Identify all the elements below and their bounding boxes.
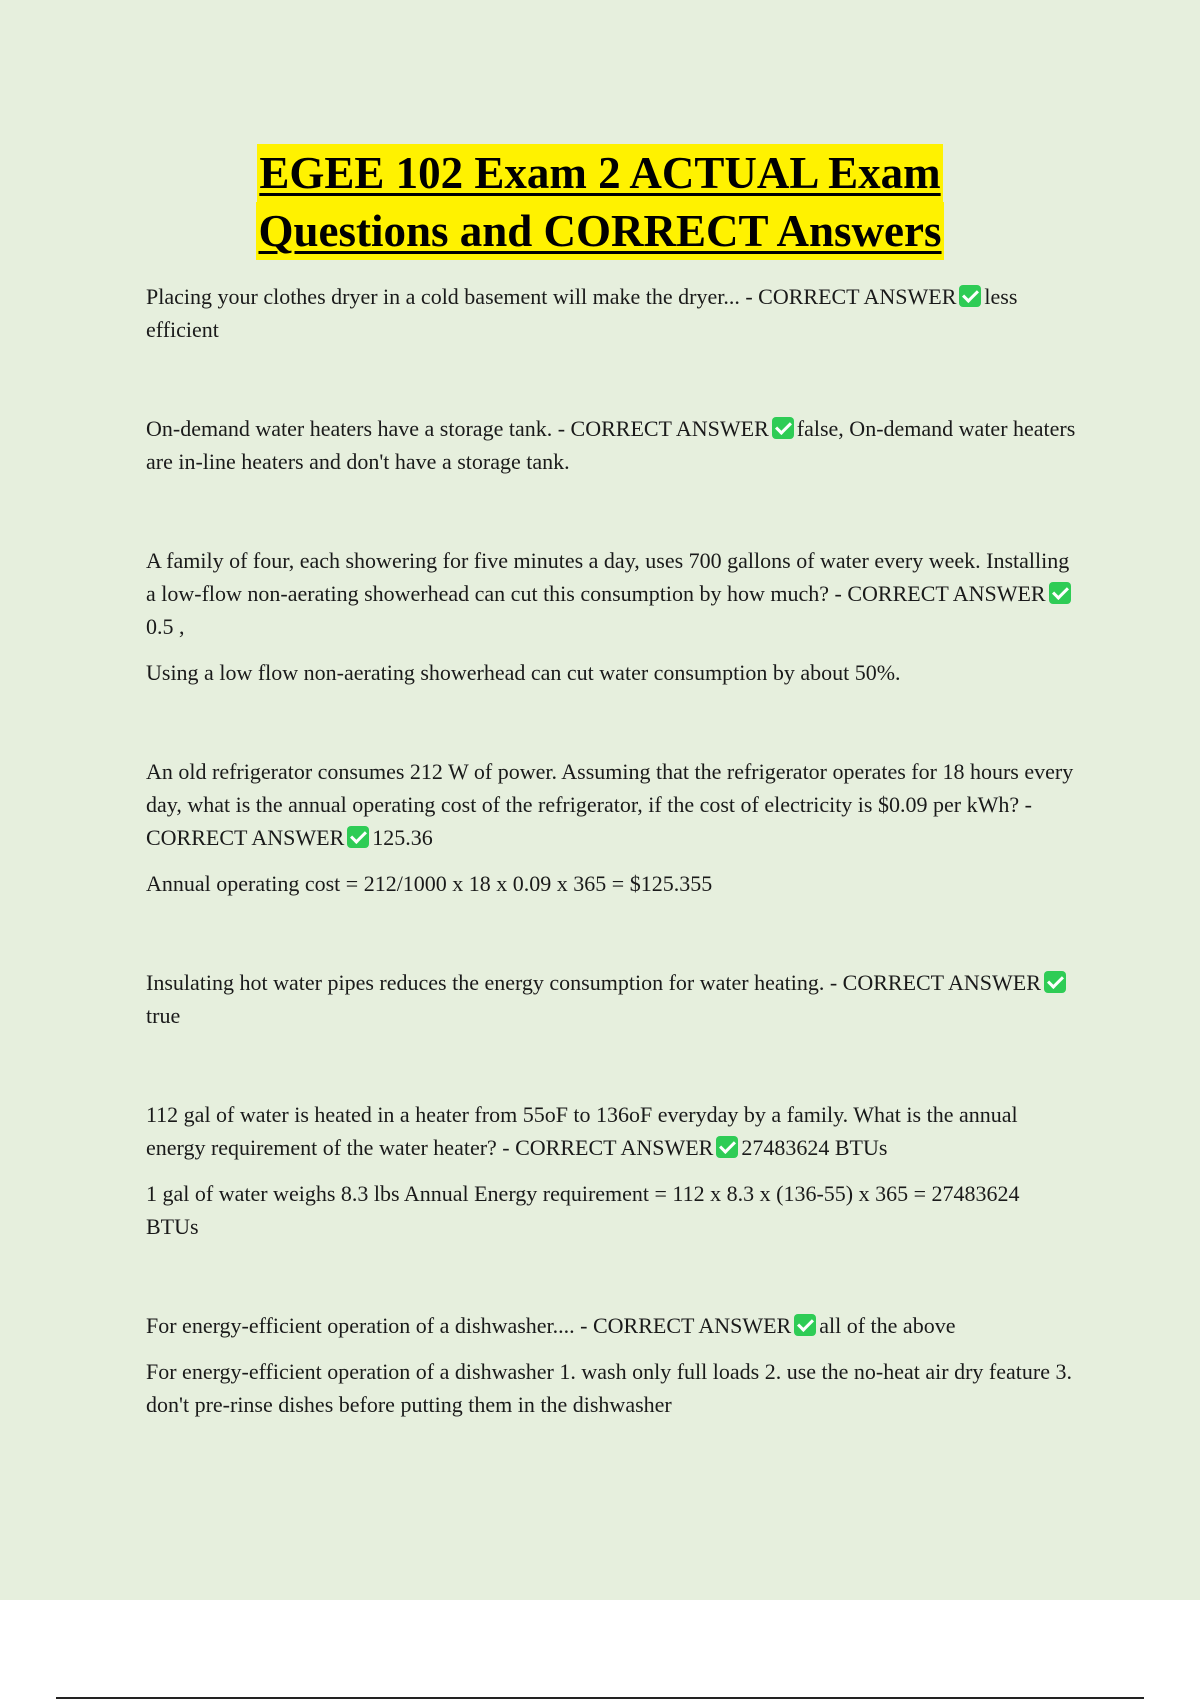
answer: 0.5 , xyxy=(146,614,185,639)
qa-item xyxy=(146,412,1076,478)
question: Insulating hot water pipes reduces the energy consumption for water heating. - CORRECT ANSWER xyxy=(146,970,1041,995)
qa-item xyxy=(146,544,1076,689)
question-text xyxy=(146,966,1076,1032)
check-icon xyxy=(772,417,794,439)
qa-item xyxy=(146,280,1076,346)
title-line-1: EGEE 102 Exam 2 ACTUAL Exam xyxy=(257,144,942,202)
document-title xyxy=(0,144,1200,260)
check-icon xyxy=(347,826,369,848)
answer: 125.36 xyxy=(372,825,433,850)
explanation-text: Annual operating cost = 212/1000 x 18 x 0.09 x 365 = $125.355 xyxy=(146,871,713,896)
answer: false, On-demand water heaters are in-line heaters and don't have a storage tank. xyxy=(146,416,1076,474)
question-text xyxy=(146,755,1076,854)
answer: less efficient xyxy=(146,284,1018,342)
question-text xyxy=(146,1098,1076,1164)
qa-item xyxy=(146,1098,1076,1243)
question-text xyxy=(146,280,1076,346)
answer: 27483624 BTUs xyxy=(741,1135,888,1160)
explanation-text: 1 gal of water weighs 8.3 lbs Annual Energy requirement = 112 x 8.3 x (136-55) x 365 = 27483624 BTUs xyxy=(146,1181,1020,1239)
answer: all of the above xyxy=(819,1313,956,1338)
question: An old refrigerator consumes 212 W of power. Assuming that the refrigerator operates for 18 hours every day, what is the annual operating cost of the refrigerator, if the cost of electricity is $0.09 per kWh? - CORRECT ANSWER xyxy=(146,759,1074,850)
explanation-text: For energy-efficient operation of a dishwasher 1. wash only full loads 2. use the no-heat air dry feature 3. don't pre-rinse dishes before putting them in the dishwasher xyxy=(146,1359,1072,1417)
check-icon xyxy=(794,1314,816,1336)
question: On-demand water heaters have a storage tank. - CORRECT ANSWER xyxy=(146,416,769,441)
check-icon xyxy=(959,285,981,307)
check-icon xyxy=(716,1136,738,1158)
question-text xyxy=(146,1309,1076,1342)
question: A family of four, each showering for five minutes a day, uses 700 gallons of water every week. Installing a low-flow non-aerating showerhead can cut this consumption by how much? - CORRECT ANSWER xyxy=(146,548,1070,606)
qa-item xyxy=(146,966,1076,1032)
question: Placing your clothes dryer in a cold basement will make the dryer... - CORRECT ANSWER xyxy=(146,284,957,309)
check-icon xyxy=(1049,582,1071,604)
check-icon xyxy=(1044,971,1066,993)
title-line-2: Questions and CORRECT Answers xyxy=(256,202,943,260)
question: For energy-efficient operation of a dishwasher.... - CORRECT ANSWER xyxy=(146,1313,792,1338)
explanation-text: Using a low flow non-aerating showerhead can cut water consumption by about 50%. xyxy=(146,660,901,685)
qa-list xyxy=(146,280,1076,1487)
qa-item xyxy=(146,1309,1076,1421)
question-text xyxy=(146,544,1076,643)
answer: true xyxy=(146,1003,181,1028)
question-text xyxy=(146,412,1076,478)
qa-item xyxy=(146,755,1076,900)
footer-divider xyxy=(56,1697,1144,1699)
question: 112 gal of water is heated in a heater from 55oF to 136oF everyday by a family. What is the annual energy requirement of the water heater? - CORRECT ANSWER xyxy=(146,1102,1018,1160)
